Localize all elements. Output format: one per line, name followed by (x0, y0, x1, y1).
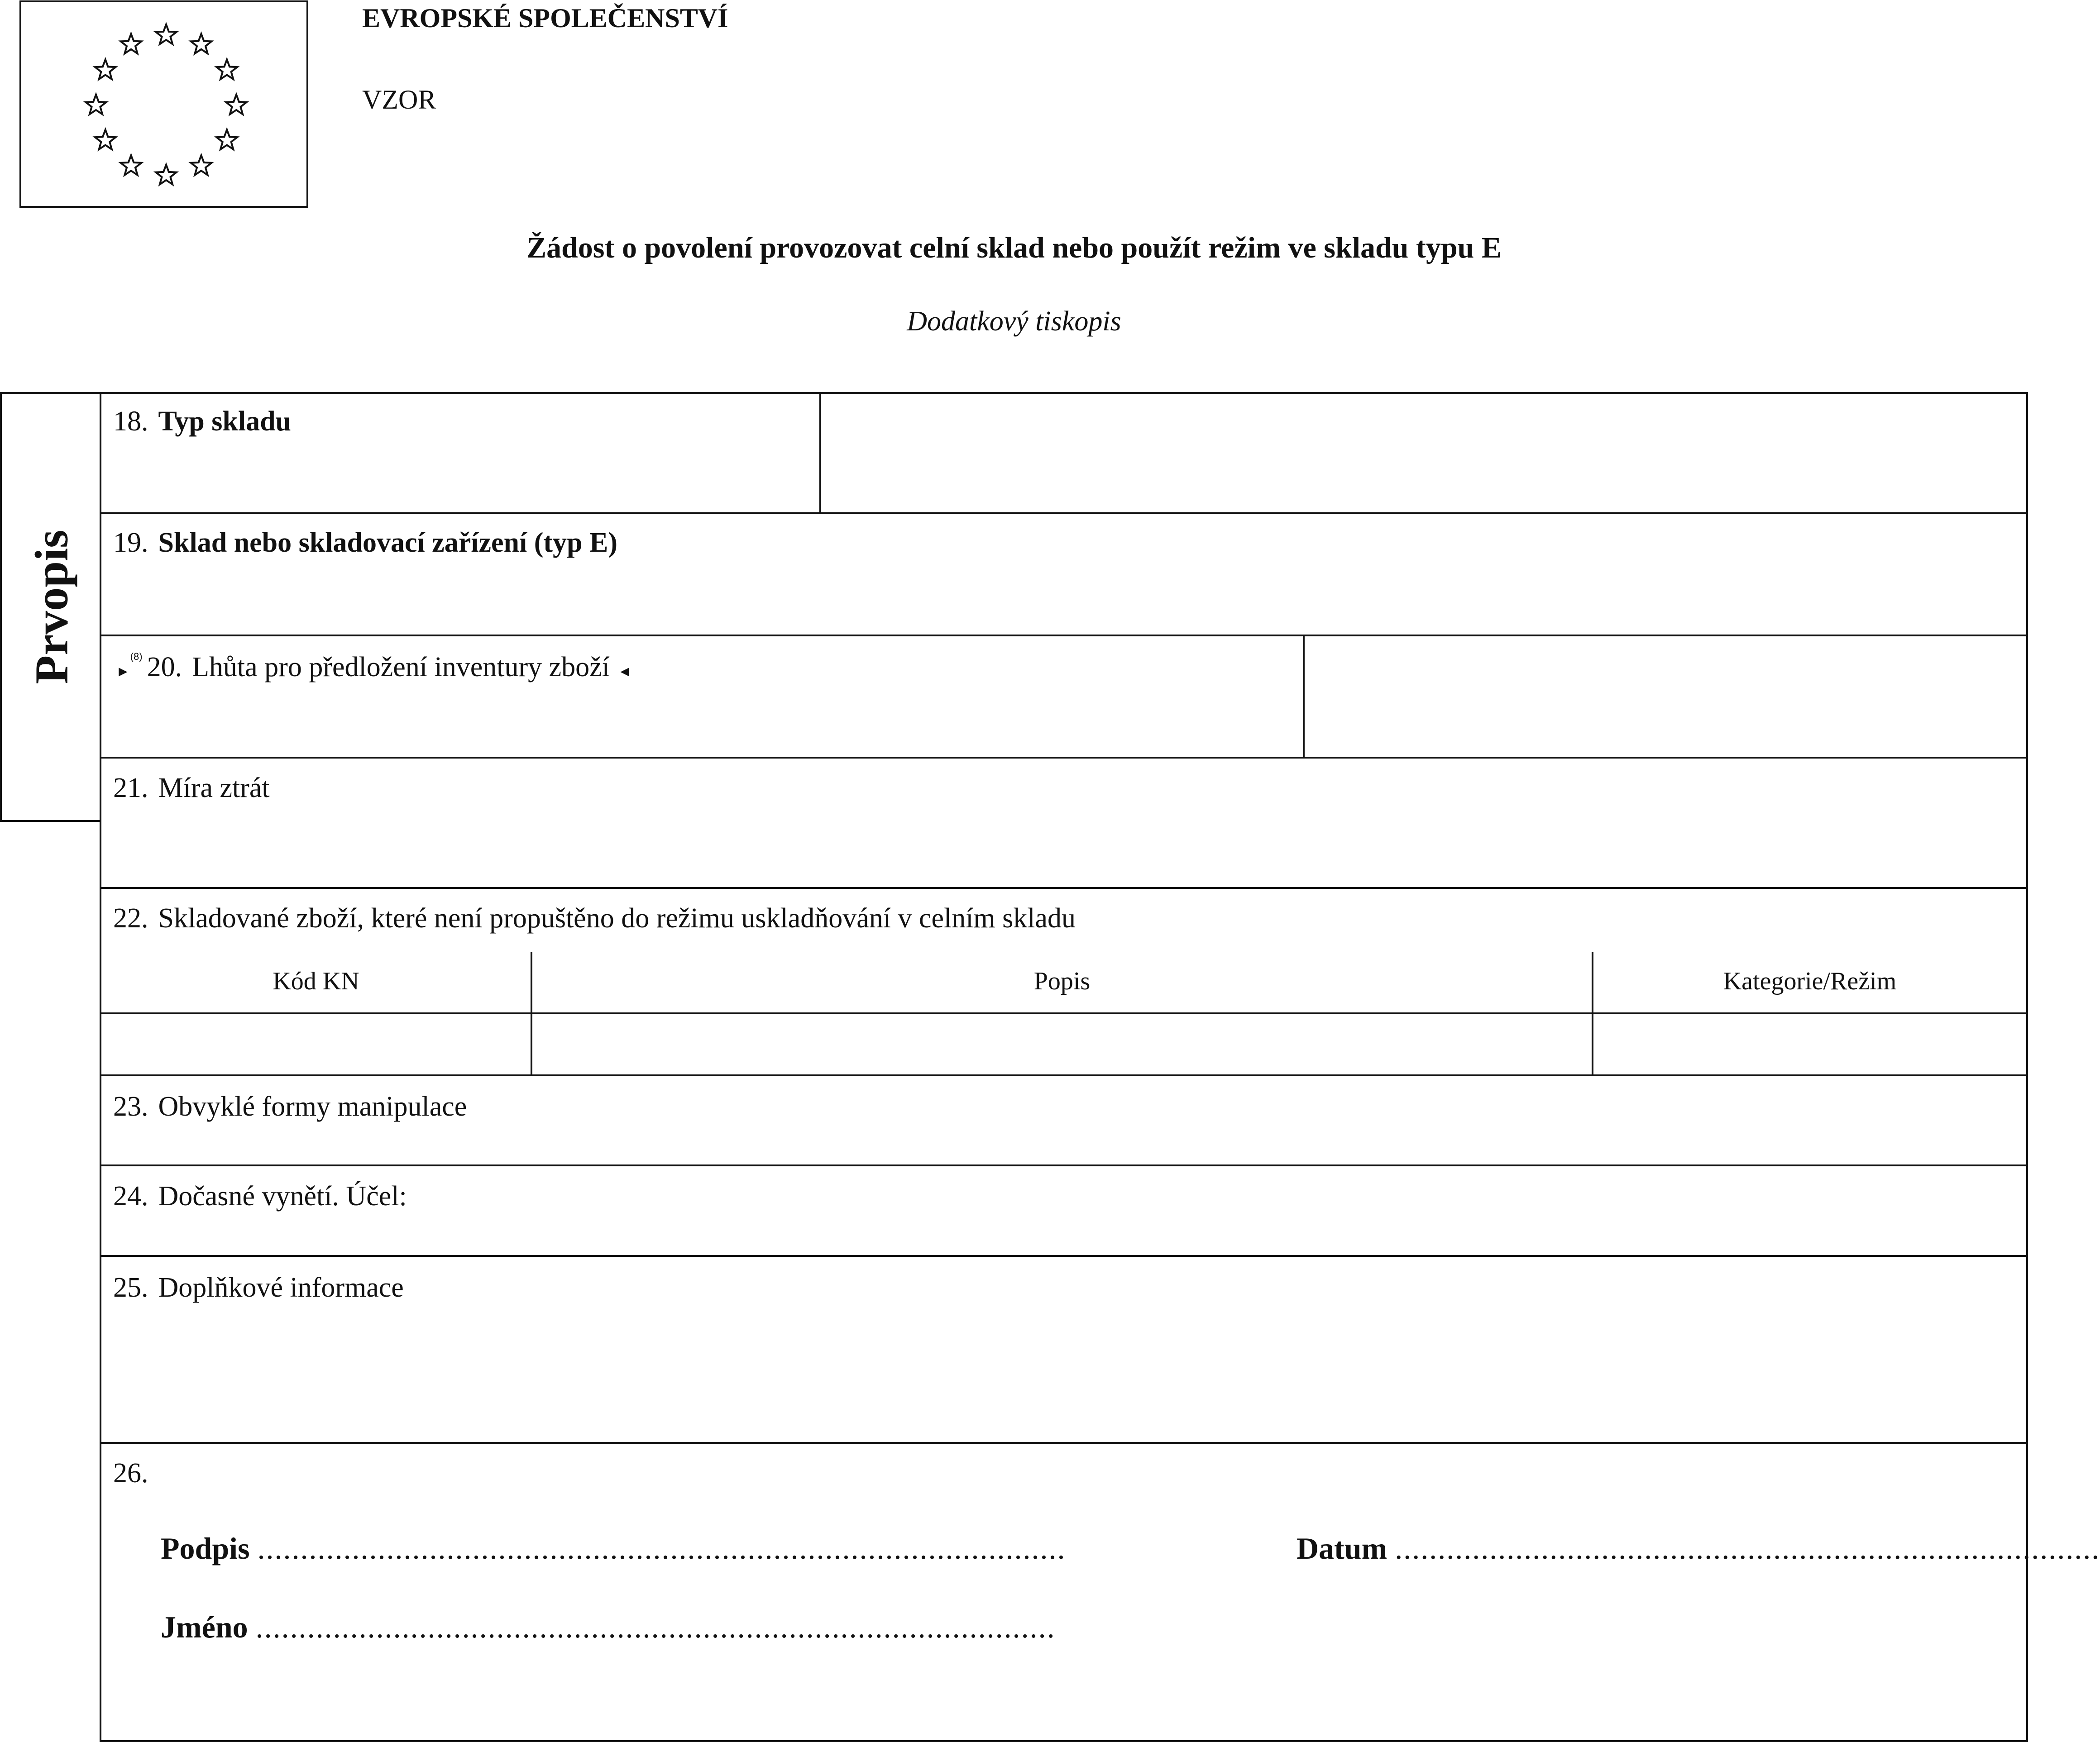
divider (1303, 635, 1305, 758)
divider (100, 512, 2028, 514)
warehouse-facility-field[interactable] (104, 566, 2023, 633)
divider (100, 635, 2028, 636)
star-icon (216, 130, 237, 149)
amendment-reference: (8) (130, 651, 143, 662)
star-icon (156, 165, 177, 184)
star-icon (121, 155, 142, 175)
star-icon (156, 24, 177, 44)
form-bottom-border (100, 1740, 2028, 1742)
copy-label: Prvopis (25, 530, 78, 684)
column-header-category: Kategorie/Režim (1723, 967, 1897, 995)
divider (100, 757, 2028, 759)
box-19-label: 19. Sklad nebo skladovací zařízení (typ E) (113, 527, 617, 558)
box-24-label: 24. Dočasné vynětí. Účel: (113, 1181, 407, 1212)
box-26-label: 26. (113, 1458, 148, 1489)
star-icon (216, 60, 237, 79)
box-20-label: ►$^{(8)}$ 20. Lhůta pro předložení inventury zboží ◄ (116, 651, 632, 682)
category-field[interactable] (1594, 1077, 2025, 1163)
column-header-description: Popis (1033, 967, 1091, 995)
divider (100, 887, 2028, 889)
amendment-start-marker: ► (116, 663, 130, 679)
divider (100, 1012, 2028, 1014)
form-title: Žádost o povolení provozovat celní sklad nebo použít režim ve skladu typu E (526, 231, 1502, 264)
box-22-label: 22. Skladované zboží, které není propuštěno do režimu uskladňování v celním skladu (113, 903, 1076, 934)
box-21-label: 21. Míra ztrát (113, 773, 270, 803)
star-icon (121, 34, 142, 53)
form-top-border (100, 392, 2028, 394)
copy-label-box (0, 392, 101, 822)
organization-name: EVROPSKÉ SPOLEČENSTVÍ (362, 3, 728, 33)
star-icon (86, 95, 106, 114)
divider (100, 1442, 2028, 1444)
star-icon (191, 155, 212, 175)
additional-info-field[interactable] (104, 1312, 2023, 1439)
warehouse-type-field[interactable] (824, 395, 2023, 511)
eu-stars-icon (21, 2, 306, 206)
form-left-border (100, 392, 101, 1742)
column-header-cn-code: Kód KN (273, 967, 359, 995)
star-icon (226, 95, 247, 114)
specimen-label: VZOR (362, 85, 436, 115)
name-line[interactable]: Jméno ............................................................................................. (161, 1610, 1056, 1644)
amendment-end-marker: ◄ (617, 663, 632, 679)
divider (819, 392, 821, 513)
box-23-label: 23. Obvyklé formy manipulace (113, 1091, 467, 1122)
loss-rate-field[interactable] (104, 810, 2023, 885)
star-icon (191, 34, 212, 53)
divider (100, 1165, 2028, 1166)
box-18-label: 18. Typ skladu (113, 406, 292, 437)
description-field[interactable] (533, 1077, 1591, 1163)
divider (100, 1074, 2028, 1076)
eu-emblem (19, 0, 308, 208)
signature-line[interactable]: Podpis .............................................................................................. (161, 1531, 1066, 1565)
temporary-removal-field[interactable] (104, 1217, 2023, 1254)
form-subtitle: Dodatkový tiskopis (907, 306, 1121, 337)
date-line[interactable]: Datum .................................................................................. (1296, 1531, 2100, 1565)
box-25-label: 25. Doplňkové informace (113, 1272, 404, 1303)
star-icon (95, 60, 116, 79)
inventory-deadline-field[interactable] (1307, 637, 2023, 755)
divider (100, 1255, 2028, 1257)
star-icon (95, 130, 116, 149)
